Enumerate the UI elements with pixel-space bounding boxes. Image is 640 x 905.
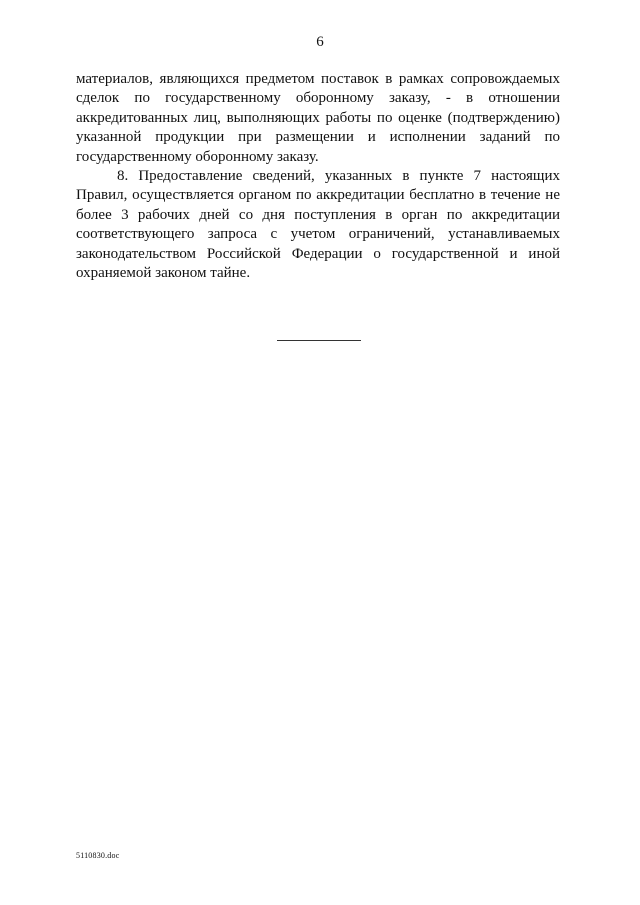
document-file-name: 5110830.doc bbox=[76, 851, 120, 860]
document-body bbox=[76, 70, 560, 283]
page-number: 6 bbox=[316, 34, 324, 50]
end-separator-line bbox=[277, 340, 361, 341]
paragraph-clause-8: 8. Предоставление сведений, указанных в пункте 7 настоящих Правил, осуществляется органом по аккредитации бесплатно в течение не более 3 рабочих дней со дня поступления в орган по аккредитации соответствующего запроса с учетом ограничений, устанавливаемых законодательством Российской Федерации о государственной и иной охраняемой законом тайне. bbox=[76, 168, 560, 282]
paragraph-continuation: материалов, являющихся предметом поставок в рамках сопровождаемых сделок по государственному оборонному заказу, - в отношении аккредитованных лиц, выполняющих работы по оценке (подтверждению) указанной продукции при размещении и исполнении заданий по государственному оборонному заказу. bbox=[76, 71, 560, 165]
